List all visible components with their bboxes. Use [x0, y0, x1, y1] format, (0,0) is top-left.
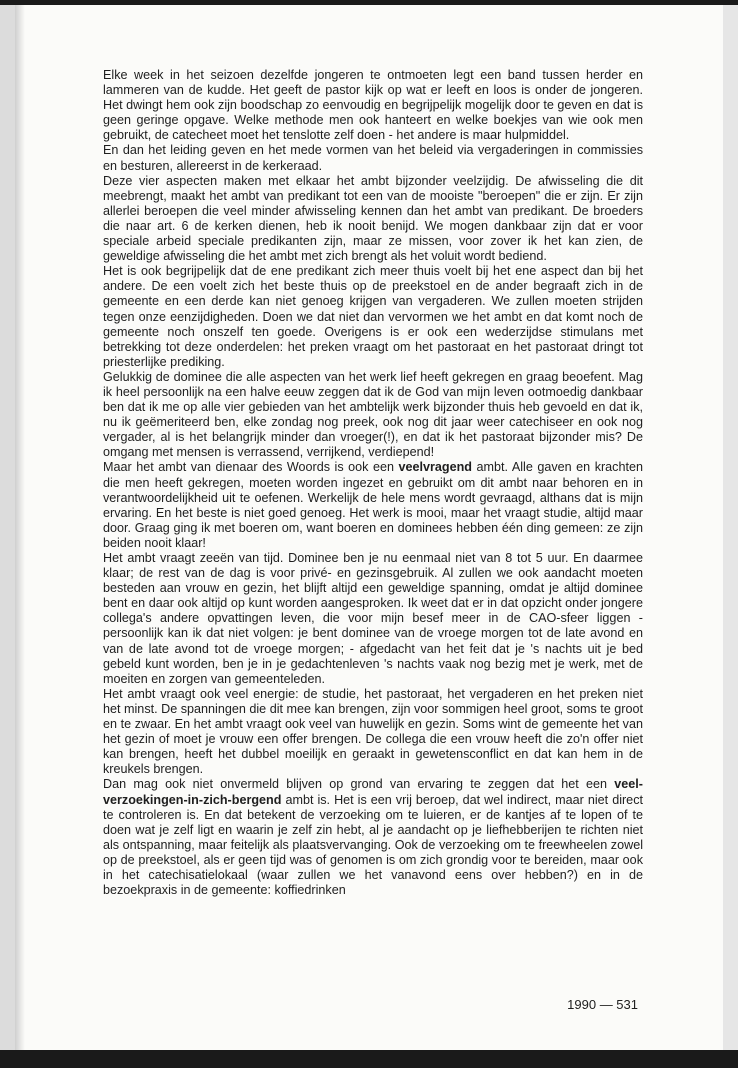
scan-right-margin [723, 5, 738, 1068]
text-run: ambt. Alle gaven en krachten die men heeft gekregen, moeten worden ingezet en gebruikt om dit ambt naar behoren en in verantwoordelijkheid uit te oefenen. Werkelijk de hele mens wordt gevraagd, althans dat is mijn ervaring. En het beste is niet goed genoeg. Het werk is mooi, maar het vraagt studie, altijd maar door. Graag ging ik met boeren om, want boeren en dominees hebben één ding gemeen: ze zijn beiden nooit klaar! [103, 460, 643, 550]
paragraph [103, 174, 643, 265]
paragraph [103, 551, 643, 687]
emphasis-term: veelvragend [398, 460, 473, 475]
emphasis-term: veel-verzoekingen-in-zich-bergend [103, 777, 643, 807]
paragraph [103, 68, 643, 143]
scan-bottom-border [0, 1050, 738, 1068]
text-run: Het is ook begrijpelijk dat de ene predikant zich meer thuis voelt bij het ene aspect dan bij het andere. De een voelt zich het beste thuis op de preekstoel en de ander begraaft zich in de gemeente en een derde kan niet genoeg krijgen van vergaderen. We zullen moeten strijden tegen onze eenzijdigheden. Doen we dat niet dan vervormen we het ambt en dat komt noch de gemeente noch onszelf ten goede. Overigens is er ook een wederzijdse stimulans met betrekking tot deze onderdelen: het preken vraagt om het pastoraat en het pastoraat dringt tot priesterlijke prediking. [103, 264, 643, 369]
paragraph [103, 460, 643, 551]
page-gutter-shadow [15, 5, 25, 1050]
paragraph [103, 687, 643, 778]
text-run: Deze vier aspecten maken met elkaar het ambt bijzonder veelzijdig. De afwisseling die dit meebrengt, maakt het ambt van predikant tot een van de mooiste "beroepen" die er zijn. Er zijn allerlei beroepen die veel minder afwisseling kennen dan het ambt van predikant. De broeders die naar art. 6 de kerken dienen, heb ik nooit benijd. We mogen dankbaar zijn dat er voor speciale arbeid speciale predikanten zijn, maar ze missen, voor zover ik het kan zien, de geweldige afwisseling die het ambt met zich brengt als het voluit wordt bediend. [103, 173, 643, 264]
text-run: Gelukkig de dominee die alle aspecten van het werk lief heeft gekregen en graag beoefent. Mag ik heel persoonlijk na een halve eeuw zeggen dat ik de God van mijn leven ootmoedig dankbaar ben dat ik me op alle vier gebieden van het ambtelijk werk bijzonder thuis heb gevoeld en dat ik, nu ik geëmeriteerd ben, elke zondag nog preek, ook nog dit jaar weer catechiseer en ook nog vergader, al is het belangrijk minder dan vroeger(!), en dat ik het pastoraat bijzonder mis? De omgang met mensen is verrassend, verrijkend, verdiepend! [103, 369, 643, 460]
paragraph [103, 264, 643, 370]
text-run: En dan het leiding geven en het mede vormen van het beleid via vergaderingen in commissies en besturen, allereerst in de kerkeraad. [103, 143, 643, 173]
paragraph [103, 777, 643, 898]
body-text [103, 68, 643, 898]
page-folio: 1990 — 531 [567, 997, 638, 1012]
paragraph [103, 370, 643, 461]
text-run: Het ambt vraagt ook veel energie: de studie, het pastoraat, het vergaderen en het preken niet het minst. De spanningen die dit mee kan brengen, zijn voor sommigen heel groot, soms te groot en te zwaar. En het ambt vraagt ook veel van huwelijk en gezin. Soms wint de gemeente het van het gezin of moet je vrouw een offer brengen. De collega die een vrouw heeft die zo'n offer niet kan brengen, heeft het dubbel moeilijk en geraakt in gewetensconflict en dat kan hem in de kreukels brengen. [103, 686, 643, 777]
text-run: Maar het ambt van dienaar des Woords is ook een [103, 460, 399, 475]
text-run: Dan mag ook niet onvermeld blijven op grond van ervaring te zeggen dat het een [103, 777, 615, 792]
paragraph [103, 143, 643, 173]
text-run: ambt is. Het is een vrij beroep, dat wel indirect, maar niet direct te controleren is. En dat betekent de verzoeking om te luieren, er de kantjes af te lopen of te doen wat je zelf ligt en waarin je zelf zin hebt, al je aandacht op je liefhebberijen te richten niet als ontspanning, maar feitelijk als plaatsvervanging. Ook de verzoeking om te freewheelen zowel op de preekstoel, als er geen tijd was of genomen is om zich grondig voor te bereiden, maar ook in het catechisatielokaal (waar zullen we het vanavond eens over hebben?) en in de bezoekpraxis in de gemeente: koffiedrinken [103, 792, 643, 898]
text-run: Elke week in het seizoen dezelfde jongeren te ontmoeten legt een band tussen herder en lammeren van de kudde. Het geeft de pastor kijk op wat er leeft en loos is onder de jongeren. Het dwingt hem ook zijn boodschap zo eenvoudig en begrijpelijk mogelijk door te geven en dat is geen geringe opgave. Welke methode men ook hanteert en welke boekjes van wie ook men gebruikt, de catecheet moet het tenslotte zelf doen - het andere is maar hulpmiddel. [103, 68, 643, 143]
text-run: Het ambt vraagt zeeën van tijd. Dominee ben je nu eenmaal niet van 8 tot 5 uur. En daarmee klaar; de rest van de dag is voor privé- en gezinsgebruik. Al zullen we ook aandacht moeten besteden aan vrouw en gezin, het blijft altijd een geweldige spanning, omdat je altijd dominee bent en daar ook altijd op kunt worden aangesproken. Ik weet dat er in dat opzicht onder jongere collega's andere opvattingen leven, die voor mijn besef meer in de CAO-sfeer liggen - persoonlijk kan ik dat niet volgen: je bent dominee van de vroege morgen tot de late avond en van de late avond tot de vroege morgen; - afgedacht van het feit dat je 's nachts uit je bed gebeld kunt worden, ben je in je gedachtenleven 's nachts vaak nog bezig met je werk, met de moeiten en zorgen van gemeenteleden. [103, 551, 643, 686]
